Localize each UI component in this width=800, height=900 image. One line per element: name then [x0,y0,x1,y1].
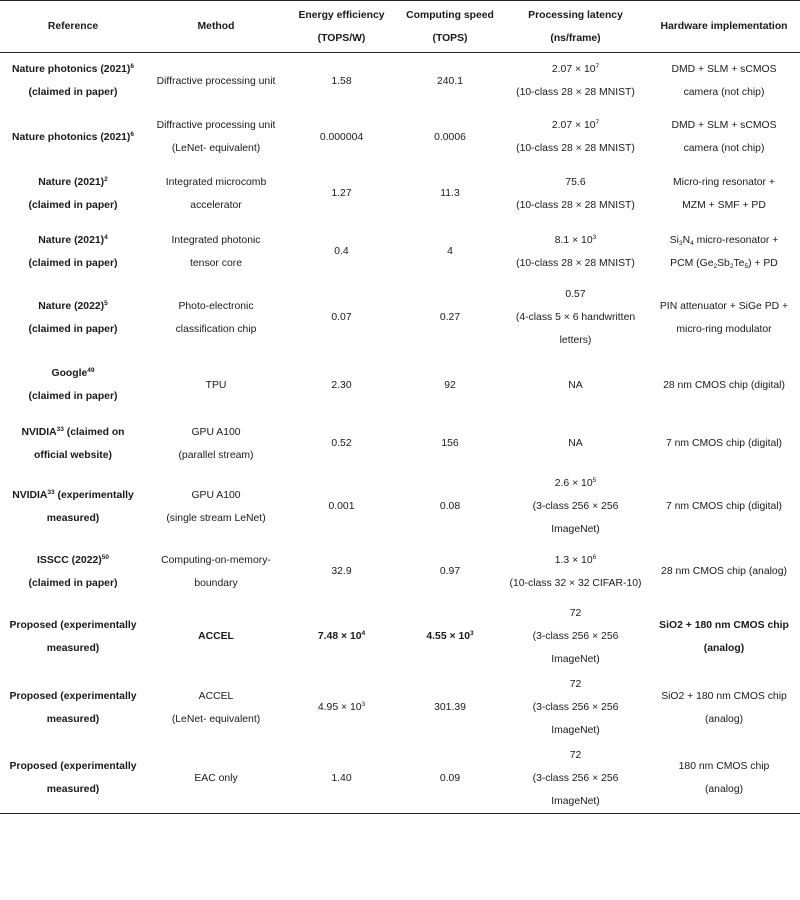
hardware-line2: camera (not chip) [683,143,765,154]
hardware-line2: (analog) [704,713,744,725]
header-speed-line1: Computing speed [406,9,494,21]
energy-value: 1.27 [331,188,352,199]
cell-energy-efficiency [286,472,397,542]
reference-name: Nature photonics (2021) [12,131,131,143]
method-line2: boundary [194,577,238,589]
latency-line1 [505,229,646,252]
cell-reference [0,542,146,602]
header-energy-line2: (TOPS/W) [317,32,366,44]
hardware-line1: 28 nm CMOS chip (digital) [663,379,785,391]
reference-name: Google [51,368,88,379]
reference-citation: 49 [87,367,95,374]
cell-energy-efficiency [286,110,397,165]
cell-hardware-implementation [648,542,800,602]
latency-line3: ImageNet) [551,654,600,665]
cell-computing-speed [397,472,503,542]
cell-computing-speed [397,53,503,110]
method-line1: Diffractive processing unit [156,120,276,131]
header-row [0,1,800,53]
hardware-line1: DMD + SLM + sCMOS [671,64,777,76]
hardware-line1: 28 nm CMOS chip (analog) [661,566,787,577]
reference-citation: 50 [101,553,109,561]
speed-value: 92 [444,379,456,391]
reference-line1 [2,614,144,637]
method-line1: ACCEL [198,690,234,702]
reference-line1 [2,755,144,778]
reference-citation: 6 [130,130,134,138]
cell-hardware-implementation [648,165,800,223]
energy-value: 0.52 [331,438,352,449]
latency-line1 [505,58,646,81]
method-line1: Diffractive processing unit [156,75,276,87]
cell-hardware-implementation [648,110,800,165]
cell-computing-speed [397,165,503,223]
energy-value: 2.30 [331,379,352,391]
latency-line1 [505,114,646,137]
cell-energy-efficiency [286,281,397,355]
reference-line1 [2,58,144,81]
header-reference-label: Reference [47,21,99,32]
reference-after: (experimentally [54,489,134,501]
latency-line2: (3-class 256 × 256 [532,631,619,642]
latency-value: NA [568,379,583,391]
cell-method [146,355,286,416]
hardware-line2: (analog) [704,784,744,795]
method-line1: Integrated photonic [171,234,261,246]
header-processing-latency [503,1,648,53]
cell-processing-latency [503,472,648,542]
latency-line2: (10-class 28 × 28 MNIST) [516,257,635,269]
cell-energy-efficiency [286,744,397,814]
latency-line2: (3-class 256 × 256 [532,501,619,512]
cell-energy-efficiency [286,672,397,744]
cell-processing-latency [503,416,648,472]
header-hardware-implementation [648,1,800,53]
hardware-line1: $Si_3N_4$ micro-resonator + [669,234,779,247]
energy-value: 0.001 [328,501,355,512]
cell-method [146,472,286,542]
reference-line1 [2,171,144,194]
reference-name: ISSCC (2022) [37,554,102,566]
table-row [0,416,800,472]
header-latency-line2: (ns/frame) [550,32,601,44]
latency-line1 [505,602,646,625]
table-row [0,110,800,165]
reference-name: Nature (2022) [38,300,105,312]
reference-line2: (claimed in paper) [28,199,118,211]
cell-processing-latency [503,53,648,110]
speed-value: 301.39 [434,702,466,713]
cell-reference [0,355,146,416]
reference-line2: (claimed in paper) [28,577,118,589]
cell-hardware-implementation [648,223,800,281]
speed-value: 156 [441,438,459,449]
cell-computing-speed [397,416,503,472]
latency-value: NA [568,438,583,449]
cell-hardware-implementation [648,744,800,814]
cell-processing-latency [503,744,648,814]
cell-energy-efficiency [286,165,397,223]
cell-computing-speed [397,355,503,416]
cell-energy-efficiency [286,53,397,110]
energy-value: 0.4 [334,246,349,257]
cell-reference [0,110,146,165]
hardware-line1: DMD + SLM + sCMOS [671,120,777,131]
reference-line2: measured) [46,784,100,795]
speed-value: 0.09 [439,772,461,784]
reference-name: Nature (2021) [38,234,105,246]
latency-exponent: 5 [592,477,597,484]
energy-exponent: 4 [361,630,366,637]
cell-processing-latency [503,110,648,165]
speed-value: 0.0006 [434,131,466,143]
cell-method [146,672,286,744]
latency-line3: ImageNet) [551,524,600,535]
latency-value: 8.1 × 10 [554,234,593,246]
cell-processing-latency [503,542,648,602]
hardware-line1: 7 nm CMOS chip (digital) [665,438,783,449]
cell-method [146,542,286,602]
cell-method [146,602,286,672]
reference-line1 [2,126,144,149]
latency-line3: ImageNet) [551,795,600,807]
method-line2: tensor core [190,257,242,269]
cell-processing-latency [503,223,648,281]
table-row [0,53,800,110]
cell-hardware-implementation [648,416,800,472]
latency-line1 [505,374,646,397]
header-energy-line1: Energy efficiency [298,9,385,21]
hardware-line1: PIN attenuator + SiGe PD + [659,300,789,312]
reference-name: Nature photonics (2021) [12,64,131,76]
latency-line3: letters) [559,335,592,346]
reference-citation: 2 [104,175,108,183]
latency-value: 2.07 × 10 [551,64,596,76]
cell-processing-latency [503,672,648,744]
reference-line2: measured) [46,512,100,524]
cell-method [146,110,286,165]
latency-line2: (10-class 28 × 28 MNIST) [516,143,635,154]
reference-name: NVIDIA [21,426,57,438]
latency-line2: (4-class 5 × 6 handwritten [515,312,636,323]
cell-energy-efficiency [286,355,397,416]
table-row [0,223,800,281]
reference-line2: (claimed in paper) [28,323,118,335]
cell-computing-speed [397,223,503,281]
reference-line2: (claimed in paper) [28,391,118,402]
reference-line2: measured) [46,642,100,654]
cell-reference [0,744,146,814]
latency-line1 [505,432,646,455]
latency-line2: (3-class 256 × 256 [532,772,619,784]
table-body [0,53,800,814]
speed-value: 4.55 × 10 [426,631,470,642]
cell-energy-efficiency [286,602,397,672]
cell-hardware-implementation [648,281,800,355]
header-reference [0,1,146,53]
hardware-line1: Micro-ring resonator + [673,176,775,188]
method-line1: Photo-electronic [178,300,254,312]
speed-value: 240.1 [436,75,463,87]
cell-method [146,223,286,281]
cell-method [146,744,286,814]
energy-exponent: 3 [361,701,366,708]
latency-exponent: 3 [592,233,597,241]
method-line1: Integrated microcomb [165,176,267,188]
energy-value: 0.000004 [319,131,364,143]
table-row [0,472,800,542]
latency-exponent: 7 [595,63,600,71]
reference-citation: 5 [104,299,108,307]
cell-computing-speed [397,602,503,672]
method-line1: ACCEL [198,631,234,642]
cell-hardware-implementation [648,472,800,542]
header-method-label: Method [197,21,235,32]
cell-processing-latency [503,165,648,223]
table-row [0,744,800,814]
reference-line1 [2,229,144,252]
table-row [0,355,800,416]
latency-value: 72 [569,608,582,619]
method-line1: TPU [205,379,227,391]
method-line2: (LeNet- equivalent) [171,713,261,725]
reference-citation: 33 [47,488,55,496]
reference-line2: measured) [46,713,100,725]
latency-value: 2.6 × 10 [554,478,593,489]
speed-value: 0.08 [439,501,461,512]
reference-citation: 4 [104,233,108,241]
latency-exponent: 7 [595,119,600,126]
latency-line3: ImageNet) [551,725,600,736]
method-line1: GPU A100 [191,489,241,501]
header-latency-line1: Processing latency [528,9,623,21]
hardware-line2: micro-ring modulator [676,323,772,335]
method-line1: GPU A100 [191,426,241,438]
hardware-line2: (analog) [703,642,745,654]
reference-name: NVIDIA [12,489,48,501]
cell-method [146,281,286,355]
cell-hardware-implementation [648,355,800,416]
reference-name: Nature (2021) [38,176,105,188]
energy-value: 1.58 [331,75,352,87]
latency-exponent: 6 [592,553,597,561]
latency-line1 [505,744,646,767]
hardware-line1: SiO2 + 180 nm CMOS chip [659,619,789,631]
reference-line2: (claimed in paper) [28,87,118,99]
cell-reference [0,416,146,472]
latency-line1 [505,673,646,696]
latency-line1 [505,283,646,306]
cell-reference [0,602,146,672]
cell-computing-speed [397,744,503,814]
table-row [0,542,800,602]
latency-line2: (10-class 32 × 32 CIFAR-10) [509,577,642,589]
header-energy-efficiency [286,1,397,53]
cell-method [146,165,286,223]
latency-line2: (3-class 256 × 256 [532,702,619,713]
speed-value: 11.3 [440,188,460,199]
energy-value: 32.9 [331,566,352,577]
latency-value: 72 [569,749,582,761]
hardware-line2: camera (not chip) [683,87,765,99]
cell-reference [0,672,146,744]
hardware-line1: 7 nm CMOS chip (digital) [665,501,783,512]
cell-computing-speed [397,281,503,355]
energy-value: 7.48 × 10 [317,631,362,642]
hardware-line1: SiO2 + 180 nm CMOS chip [661,690,787,702]
cell-computing-speed [397,542,503,602]
method-line1: Computing-on-memory- [161,554,271,566]
cell-computing-speed [397,672,503,744]
cell-reference [0,165,146,223]
speed-value: 0.97 [439,566,461,577]
reference-name: Proposed (experimentally [9,690,137,702]
reference-line1 [2,549,144,572]
hardware-line1: 180 nm CMOS chip [678,761,770,772]
cell-energy-efficiency [286,542,397,602]
cell-processing-latency [503,281,648,355]
reference-line1 [2,484,144,507]
reference-line1 [2,421,144,444]
method-line2: (LeNet- equivalent) [171,143,261,154]
speed-value: 4 [447,246,453,257]
cell-reference [0,223,146,281]
latency-value: 0.57 [565,289,586,300]
latency-value: 2.07 × 10 [551,120,596,131]
reference-line1 [2,685,144,708]
latency-value: 72 [569,679,582,690]
table-row [0,602,800,672]
speed-value: 0.27 [439,312,461,323]
header-hardware-label: Hardware implementation [660,21,788,32]
cell-reference [0,281,146,355]
latency-line2: (10-class 28 × 28 MNIST) [516,199,635,211]
header-method [146,1,286,53]
latency-line1 [505,472,646,495]
cell-processing-latency [503,355,648,416]
method-line2: classification chip [175,323,257,335]
cell-method [146,53,286,110]
reference-name: Proposed (experimentally [9,761,137,772]
method-line2: (single stream LeNet) [166,512,266,524]
cell-hardware-implementation [648,672,800,744]
latency-value: 75.6 [565,176,586,188]
latency-line1 [505,171,646,194]
latency-value: 1.3 × 10 [554,554,593,566]
cell-energy-efficiency [286,416,397,472]
energy-value: 4.95 × 10 [317,702,362,713]
header-computing-speed [397,1,503,53]
header-speed-line2: (TOPS) [432,32,468,44]
cell-reference [0,53,146,110]
table-row [0,165,800,223]
reference-after: (claimed on [63,426,125,438]
latency-line2: (10-class 28 × 28 MNIST) [516,87,635,99]
cell-reference [0,472,146,542]
speed-exponent: 3 [470,630,474,637]
reference-line2: (claimed in paper) [28,257,118,269]
hardware-line2: PCM $(Ge_2Sb_2Te_5)$ + PD [670,257,778,270]
latency-line1 [505,549,646,572]
cell-computing-speed [397,110,503,165]
cell-energy-efficiency [286,223,397,281]
cell-processing-latency [503,602,648,672]
energy-value: 1.40 [331,772,352,784]
table-row [0,281,800,355]
method-line2: accelerator [190,199,242,211]
cell-method [146,416,286,472]
reference-line2: official website) [34,449,112,461]
cell-hardware-implementation [648,602,800,672]
table-row [0,672,800,744]
energy-value: 0.07 [331,312,352,323]
reference-line1 [2,362,144,385]
method-line1: EAC only [194,772,238,784]
reference-name: Proposed (experimentally [9,619,137,631]
method-line2: (parallel stream) [178,449,254,461]
reference-citation: 33 [56,425,64,433]
cell-hardware-implementation [648,53,800,110]
hardware-line2: MZM + SMF + PD [682,199,766,211]
reference-line1 [2,295,144,318]
reference-citation: 6 [130,63,134,71]
